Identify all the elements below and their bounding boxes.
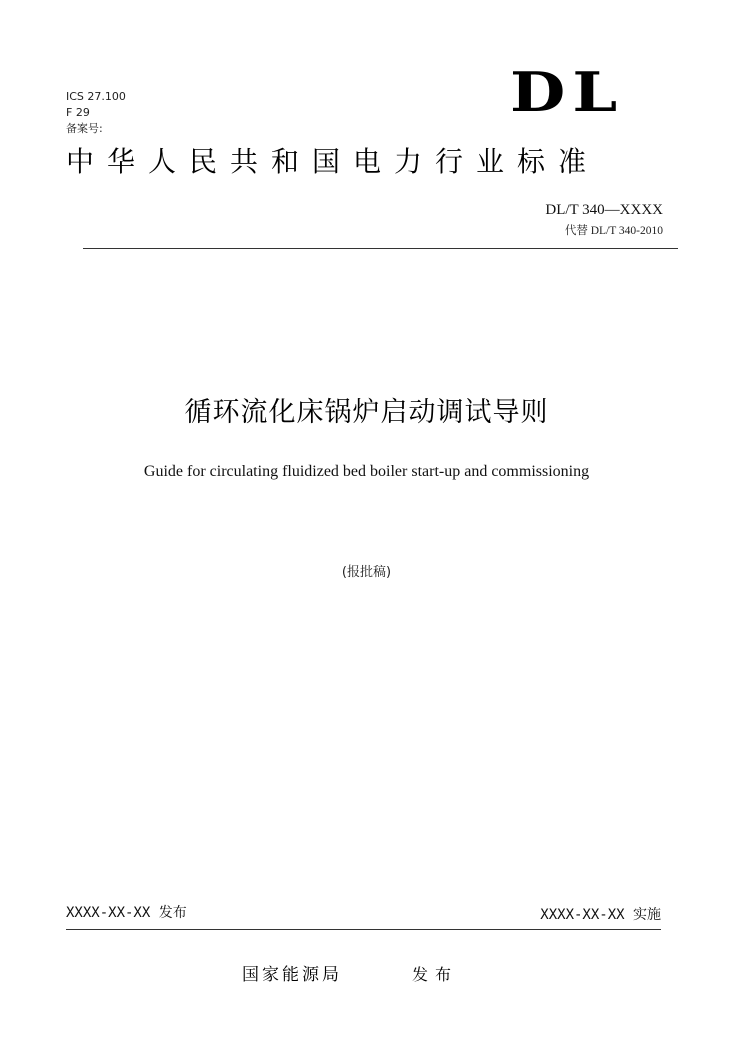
standard-number: DL/T 340—XXXX bbox=[545, 202, 663, 218]
standard-category-title: 中华人民共和国电力行业标准 bbox=[66, 145, 600, 178]
header-divider bbox=[83, 248, 678, 249]
document-title-english: Guide for circulating fluidized bed boiler start-up and commissioning bbox=[143, 463, 590, 480]
dl-logo: DL bbox=[510, 60, 625, 124]
replaces-standard: 代替 DL/T 340-2010 bbox=[564, 225, 663, 237]
filing-number-label: 备案号: bbox=[66, 122, 103, 135]
issue-label: 发布 bbox=[412, 965, 459, 984]
draft-status: (报批稿) bbox=[341, 565, 392, 580]
implementation-date: XXXX-XX-XX 实施 bbox=[540, 907, 661, 923]
ccs-code: F 29 bbox=[66, 106, 90, 119]
issuing-authority: 国家能源局 bbox=[242, 965, 342, 985]
release-date: XXXX-XX-XX 发布 bbox=[66, 905, 187, 921]
ics-code: ICS 27.100 bbox=[66, 90, 126, 103]
document-title-chinese: 循环流化床锅炉启动调试导则 bbox=[184, 397, 549, 428]
footer-divider bbox=[66, 929, 661, 930]
